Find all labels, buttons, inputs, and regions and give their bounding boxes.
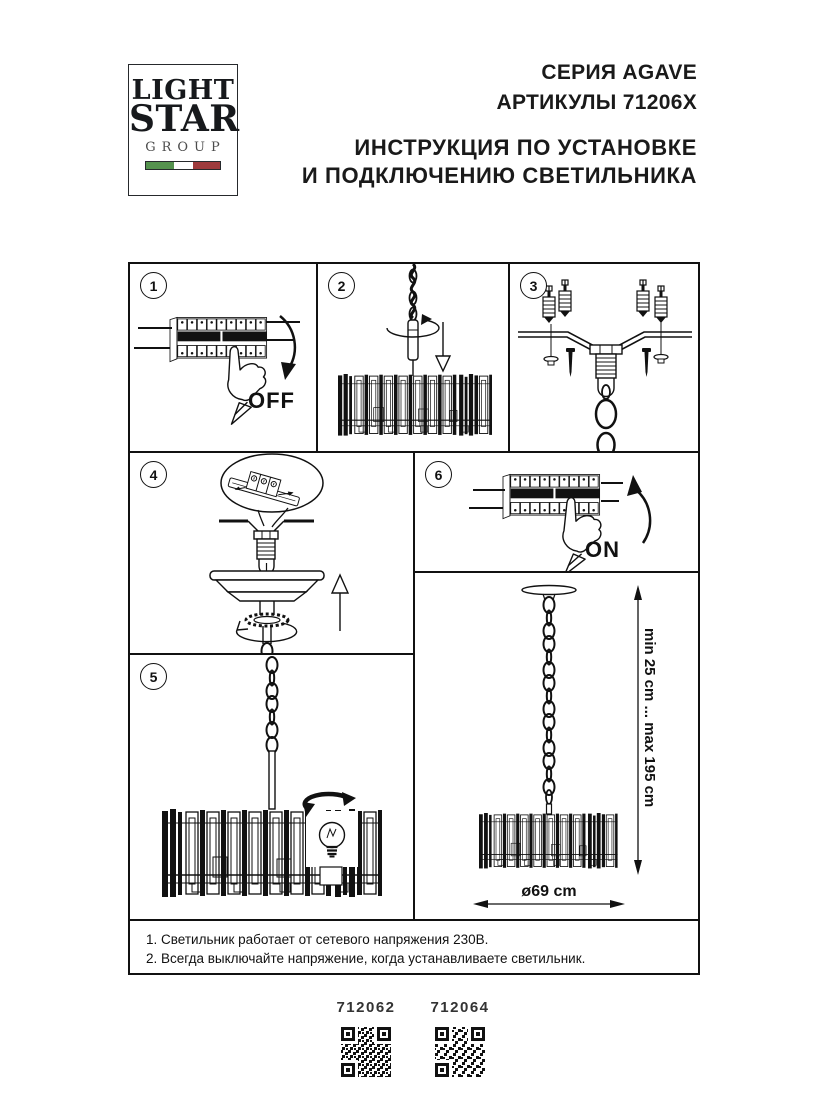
circuit-breaker-on-illustration: [415, 453, 698, 571]
article-712064: [428, 999, 492, 1078]
logo-word-star: STAR: [129, 98, 240, 140]
step-3-number: 3: [520, 272, 547, 299]
article-codes-footer: [0, 999, 826, 1078]
instruction-steps-grid: [128, 262, 700, 975]
wall-anchor-icon: [655, 286, 667, 323]
step-2-number: 2: [328, 272, 355, 299]
instruction-title-line2: И ПОДКЛЮЧЕНИЮ СВЕТИЛЬНИКА: [301, 163, 697, 188]
lock-nut-icon: [246, 614, 288, 626]
step-6-number: 6: [425, 461, 452, 488]
step-5-panel: [130, 655, 415, 919]
instruction-title-line1: ИНСТРУКЦИЯ ПО УСТАНОВКЕ: [354, 135, 697, 160]
step-4-panel: [130, 453, 415, 655]
screw-icon: [566, 348, 575, 377]
diameter-label: ø69 cm: [521, 883, 577, 900]
qr-code: [340, 1026, 392, 1078]
logo-word-light: LIGHT: [131, 75, 235, 106]
article-code: 712064: [430, 999, 490, 1016]
on-label: ON: [585, 537, 620, 562]
wiring-canopy-illustration: [130, 453, 413, 653]
height-range-label: min 25 cm ... max 195 cm: [641, 628, 658, 808]
step-5-number: 5: [140, 663, 167, 690]
wall-anchor-icon: [637, 280, 649, 317]
article-712062: [334, 999, 398, 1078]
step-6-panel: [415, 453, 698, 573]
series-title: СЕРИЯ AGAVE: [541, 61, 697, 84]
step-1-number: 1: [140, 272, 167, 299]
logo-word-group: GROUP: [145, 140, 226, 155]
wall-anchor-icon: [559, 280, 571, 317]
bulb-install-illustration: [130, 655, 413, 919]
step-2-panel: [318, 264, 510, 453]
dimensions-panel: [415, 573, 698, 919]
notes-panel: [130, 919, 698, 973]
off-label: OFF: [248, 388, 295, 413]
articles-title: АРТИКУЛЫ 71206X: [496, 91, 697, 114]
step-4-number: 4: [140, 461, 167, 488]
step-3-panel: [510, 264, 698, 453]
article-code: 712062: [336, 999, 396, 1016]
header-titles: [302, 58, 697, 190]
italian-flag-stripe: [145, 161, 221, 170]
note-switch-off: 2. Всегда выключайте напряжение, когда устанавливаете светильник.: [146, 951, 586, 966]
step-1-panel: [130, 264, 318, 453]
qr-code: [434, 1026, 486, 1078]
note-voltage: 1. Светильник работает от сетевого напряжения 230В.: [146, 932, 489, 947]
screw-icon: [642, 348, 651, 377]
lightstar-logo: [128, 64, 238, 196]
